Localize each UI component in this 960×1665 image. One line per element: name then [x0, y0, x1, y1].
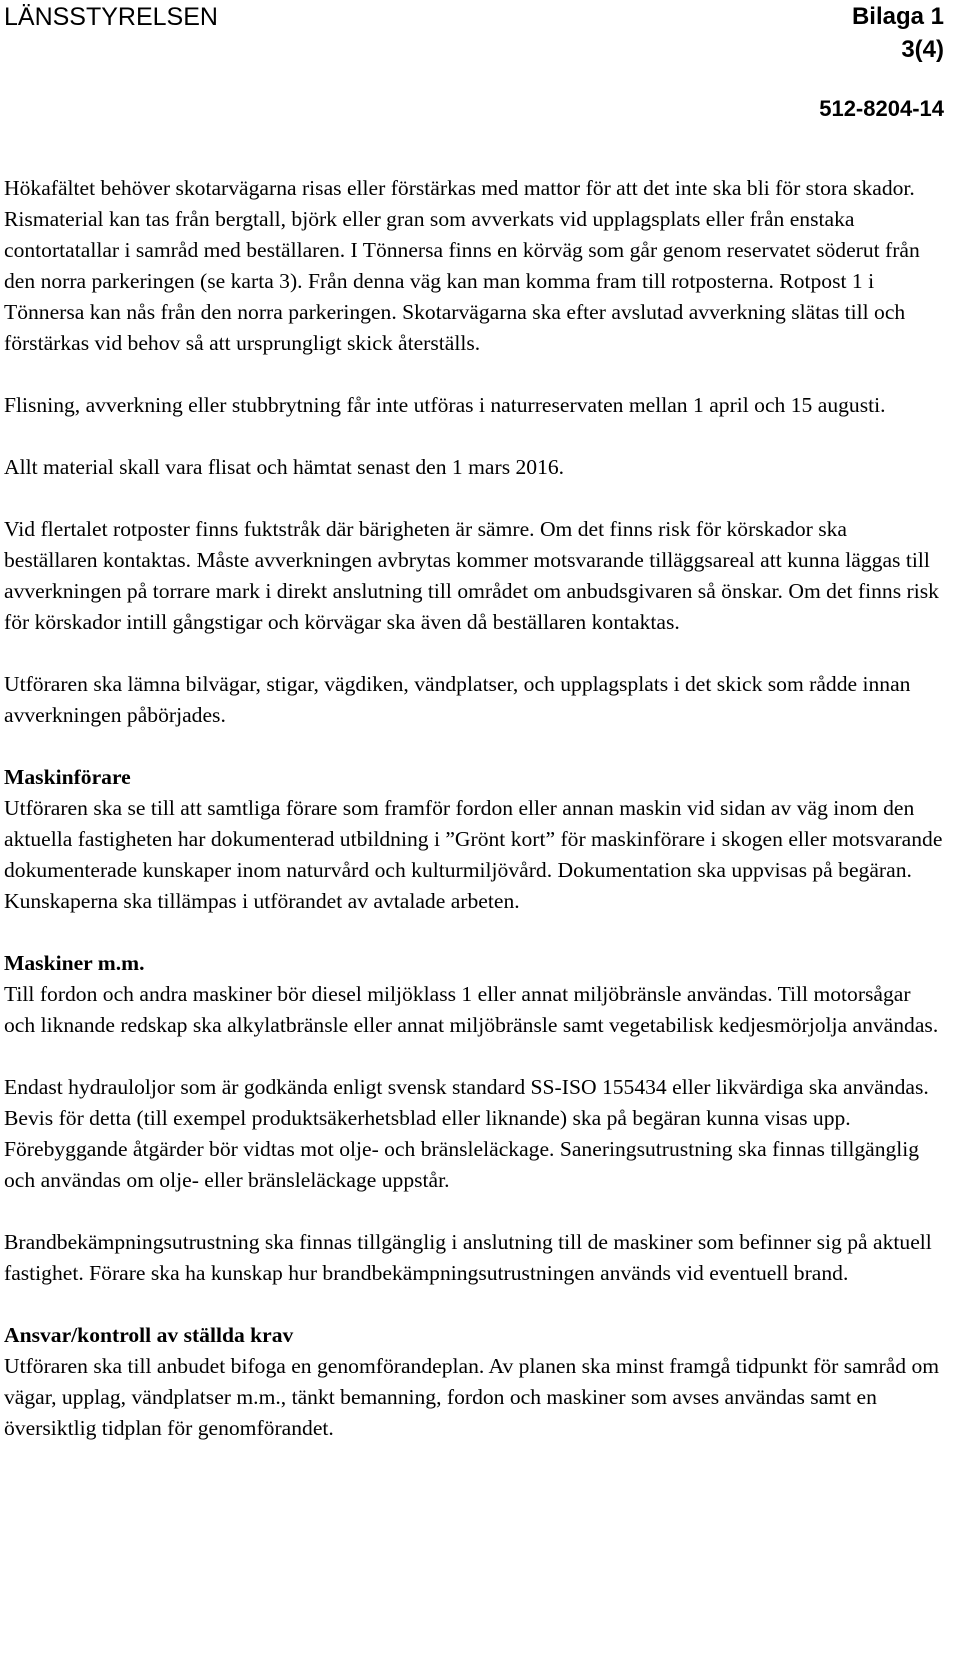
attachment-label: Bilaga 1: [851, 3, 944, 30]
paragraph-brandbekampning: Brandbekämpningsutrustning ska finnas tillgänglig i anslutning till de maskiner som befinner sig på aktuell fastighet. Förare ska ha kunskap hur brandbekämpningsutrustningen används vid eventuell brand.: [4, 1230, 932, 1285]
document-body: [4, 173, 944, 1475]
document-header: [0, 0, 960, 130]
paragraph-vagar-skick: Utföraren ska lämna bilvägar, stigar, vägdiken, vändplatser, och upplagsplats i det skick som rådde innan avverkningen påbörjades.: [4, 672, 911, 727]
paragraph-flisning: Flisning, avverkning eller stubbrytning får inte utföras i naturreservaten mellan 1 april och 15 augusti.: [4, 393, 886, 417]
section-heading-maskinforare: Maskinförare: [4, 765, 131, 789]
section-heading-maskiner: Maskiner m.m.: [4, 951, 145, 975]
paragraph-hydrauloljor: Endast hydrauloljor som är godkända enligt svensk standard SS-ISO 155434 eller likvärdiga ska användas. Bevis för detta (till exempel produktsäkerhetsblad eller liknande) ska på begäran kunna visas upp. Förebyggande åtgärder bör vidtas mot olje- och bränsleläckage. Saneringsutrustning ska finnas tillgänglig och användas om olje- eller bränsleläckage uppstår.: [4, 1075, 929, 1192]
paragraph-genomforandeplan: Utföraren ska till anbudet bifoga en genomförandeplan. Av planen ska minst framgå tidpunkt för samråd om vägar, upplag, vändplatser m.m., tänkt bemanning, fordon och maskiner som avses användas samt en översiktlig tidplan för genomförandet.: [4, 1354, 940, 1440]
paragraph-maskinforare: Utföraren ska se till att samtliga förare som framför fordon eller annan maskin vid sidan av väg inom den aktuella fastigheten har dokumenterad utbildning i ”Grönt kort” för maskinförare i skogen eller motsvarande dokumenterade kunskaper inom naturvård och kulturmiljövård. Dokumentation ska uppvisas på begäran. Kunskaperna ska tillämpas i utförandet av avtalade arbeten.: [4, 796, 943, 913]
page-number: 3(4): [901, 36, 944, 63]
organization-name: LÄNSSTYRELSEN: [4, 3, 218, 31]
section-heading-ansvar-kontroll: Ansvar/kontroll av ställda krav: [4, 1323, 294, 1347]
paragraph-fuktstrak: Vid flertalet rotposter finns fuktstråk där bärigheten är sämre. Om det finns risk för körskador ska beställaren kontaktas. Måste avverkningen avbrytas kommer motsvarande tilläggsareal att kunna läggas till avverkningen på torrare mark i direkt anslutning till området om anbudsgivaren så önskar. Om det finns risk för körskador intill gångstigar och körvägar ska även då beställaren kontaktas.: [4, 517, 939, 634]
paragraph-maskiner-bransle: Till fordon och andra maskiner bör diesel miljöklass 1 eller annat miljöbränsle användas. Till motorsågar och liknande redskap ska alkylatbränsle eller annat miljöbränsle samt vegetabilisk kedjesmörjolja användas.: [4, 982, 939, 1037]
paragraph-material-deadline: Allt material skall vara flisat och hämtat senast den 1 mars 2016.: [4, 455, 565, 479]
paragraph-skotarvagar: Hökafältet behöver skotarvägarna risas eller förstärkas med mattor för att det inte ska bli för stora skador. Rismaterial kan tas från bergtall, björk eller gran som avverkats vid upplagsplats eller från enstaka contortatallar i samråd med beställaren. I Tönnersa finns en körväg som går genom reservatet söderut från den norra parkeringen (se karta 3). Från denna väg kan man komma fram till rotposterna. Rotpost 1 i Tönnersa kan nås från den norra parkeringen. Skotarvägarna ska efter avslutad avverkning slätas till och förstärkas vid behov så att ursprungligt skick återställs.: [4, 176, 920, 355]
document-number: 512-8204-14: [819, 96, 944, 121]
